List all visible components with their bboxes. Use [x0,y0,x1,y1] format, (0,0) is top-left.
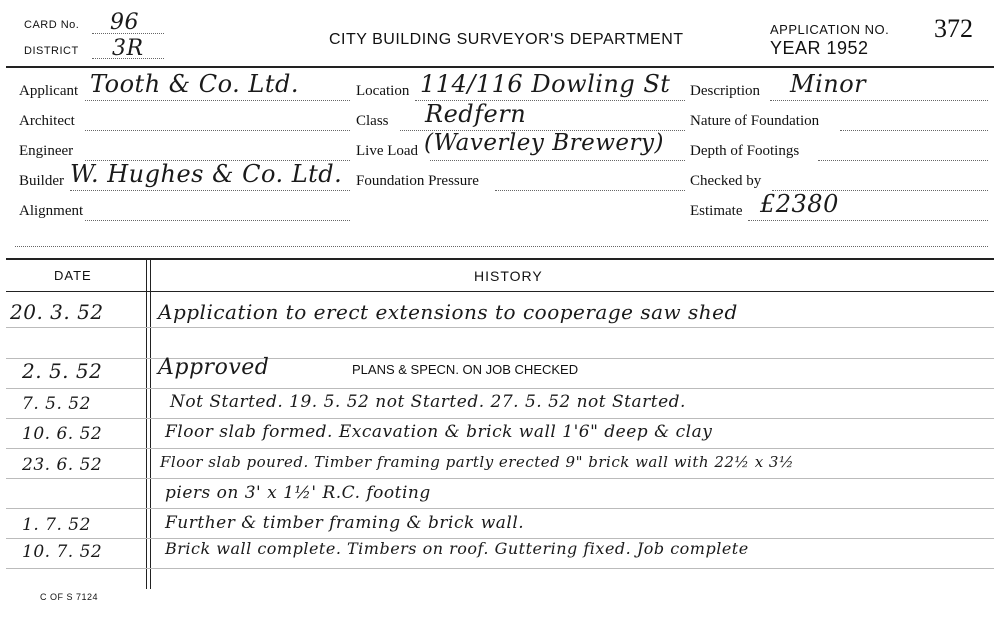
foundation-pressure-label: Foundation Pressure [356,173,479,189]
class-label: Class [356,113,389,129]
architect-label: Architect [19,113,75,129]
district-label: DISTRICT [24,45,79,57]
location-label: Location [356,83,410,99]
history-entry: piers on 3' x 1½' R.C. footing [165,483,431,503]
estimate-value: £2380 [760,190,839,218]
description-label: Description [690,83,760,99]
live-load-value: (Waverley Brewery) [424,130,664,156]
date-column-divider [146,259,147,589]
form-code: C OF S 7124 [40,592,99,602]
history-entry: Brick wall complete. Timbers on roof. Guttering fixed. Job complete [165,539,749,558]
date-column-header: DATE [54,268,92,283]
history-date: 1. 7. 52 [22,515,91,535]
history-date: 23. 6. 52 [22,455,103,475]
estimate-label: Estimate [690,203,743,219]
history-date: 2. 5. 52 [22,359,103,383]
builder-label: Builder [19,173,64,189]
engineer-label: Engineer [19,143,74,159]
history-date: 20. 3. 52 [10,300,104,324]
department-title: CITY BUILDING SURVEYOR'S DEPARTMENT [329,31,684,48]
card-no-label: CARD No. [24,19,80,31]
history-entry: Approved [158,355,270,380]
description-value: Minor [790,70,867,98]
history-date: 10. 7. 52 [22,542,103,562]
application-no-value: 372 [934,14,973,43]
live-load-label: Live Load [356,143,419,159]
date-column-divider-2 [150,259,151,589]
year-label: YEAR 1952 [770,38,869,58]
top-rule [6,66,994,68]
history-entry: Floor slab poured. Timber framing partly erected 9" brick wall with 22½ x 3½ [160,453,795,471]
class-value: Redfern [425,100,527,128]
history-column-header: HISTORY [474,268,543,284]
builder-value: W. Hughes & Co. Ltd. [70,160,343,188]
history-date: 7. 5. 52 [22,394,91,414]
checked-stamp: PLANS & SPECN. ON JOB CHECKED [352,362,579,377]
history-entry: Floor slab formed. Excavation & brick wall 1'6" deep & clay [165,422,713,442]
alignment-label: Alignment [19,203,84,219]
checked-by-label: Checked by [690,173,762,189]
history-entry: Further & timber framing & brick wall. [165,513,525,533]
history-top-rule [6,258,994,260]
nature-of-foundation-label: Nature of Foundation [690,113,820,129]
applicant-value: Tooth & Co. Ltd. [90,70,299,98]
history-entry: Application to erect extensions to cooperage saw shed [158,300,738,324]
location-value: 114/116 Dowling St [420,70,671,98]
history-date: 10. 6. 52 [22,424,103,444]
applicant-label: Applicant [19,83,79,99]
history-header-rule [6,291,994,292]
district-value: 3R [112,36,144,61]
history-entry: Not Started. 19. 5. 52 not Started. 27. 5. 52 not Started. [170,392,686,412]
card-no-value: 96 [110,10,139,35]
application-no-label: APPLICATION NO. [770,22,890,37]
depth-of-footings-label: Depth of Footings [690,143,800,159]
